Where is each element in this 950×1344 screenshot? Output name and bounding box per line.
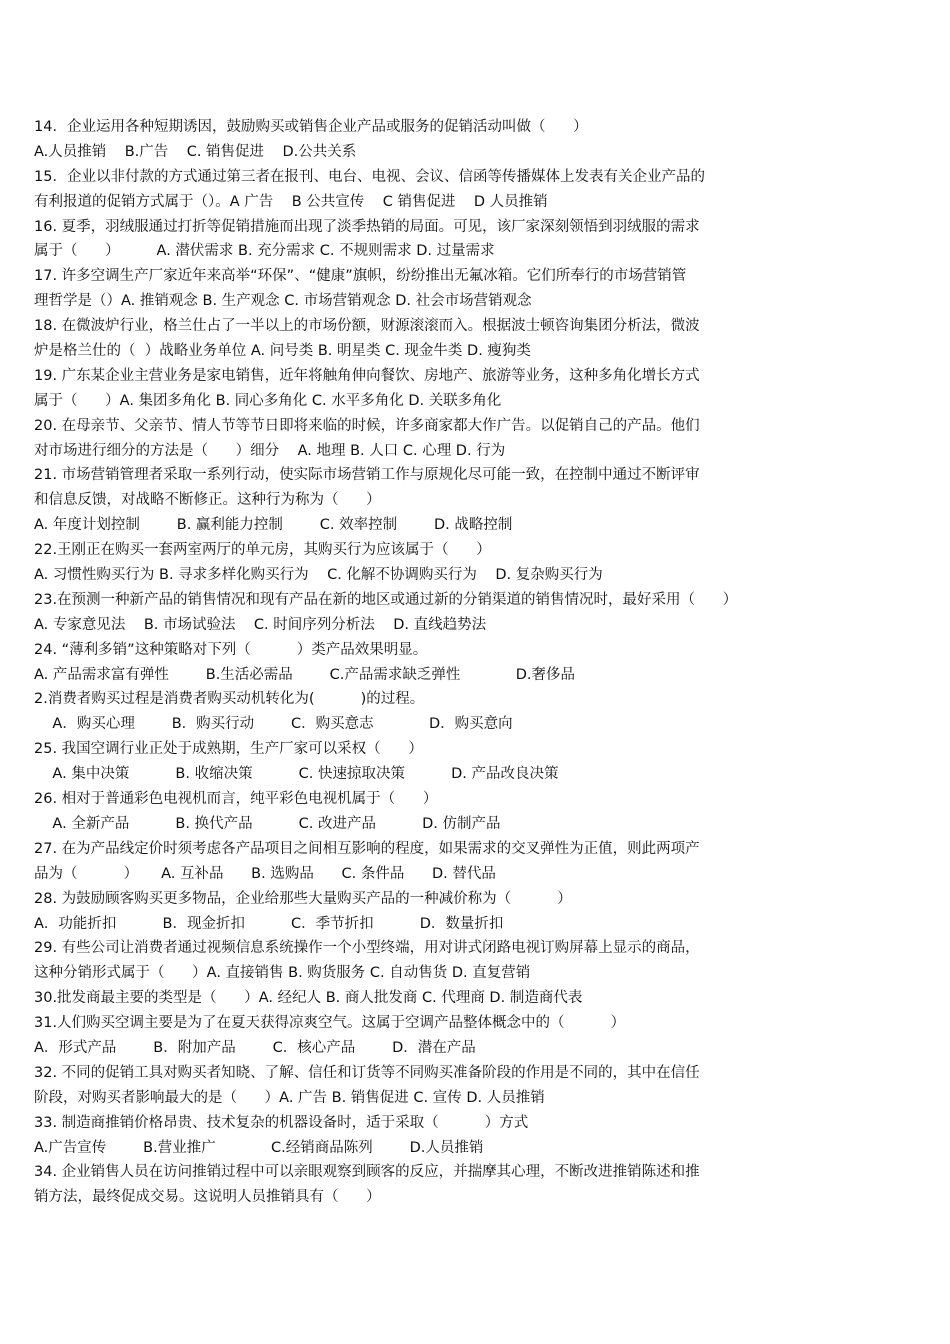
text-line: A．购买心理 B．购买行动 C．购买意志 D．购买意向 bbox=[34, 716, 513, 733]
text-line: A．功能折扣 B．现金折扣 C．季节折扣 D．数量折扣 bbox=[34, 915, 504, 932]
text-line: 29. 有些公司让消费者通过视频信息系统操作一个小型终端，用对讲式闭路电视订购屏幕上显示的商品， bbox=[34, 940, 700, 957]
text-line: 销方法，最终促成交易。这说明人员推销具有（ ） bbox=[34, 1189, 381, 1206]
text-line: 属于（ ） A. 潜伏需求 B. 充分需求 C. 不规则需求 D. 过量需求 bbox=[34, 243, 495, 260]
text-line: 25. 我国空调行业正处于成熟期，生产厂家可以采权（ ） bbox=[34, 741, 423, 758]
text-line: 20. 在母亲节、父亲节、情人节等节日即将来临的时候，许多商家都大作广告。以促销自己的产品。他们 bbox=[34, 417, 700, 434]
text-line: A. 专家意见法 B. 市场试验法 C. 时间序列分析法 D. 直线趋势法 bbox=[34, 616, 487, 633]
text-line: 阶段，对购买者影响最大的是（ ）A. 广告 B. 销售促进 C. 宣传 D. 人员推销 bbox=[34, 1089, 545, 1106]
text-line: 品为（ ） A. 互补品 B. 选购品 C. 条件品 D. 替代品 bbox=[34, 865, 496, 882]
text-line: A. 年度计划控制 B. 赢利能力控制 C. 效率控制 D. 战略控制 bbox=[34, 517, 513, 534]
text-line: 有利报道的促销方式属于（）。A 广告 B 公共宣传 C 销售促进 D 人员推销 bbox=[34, 193, 548, 210]
text-line: 24. “薄利多销”这种策略对下列（ ）类产品效果明显。 bbox=[34, 641, 428, 658]
text-line: 18. 在微波炉行业，格兰仕占了一半以上的市场份额，财源滚滚而入。根据波士顿咨询集团分析法，微波 bbox=[34, 318, 700, 335]
text-line: A. 集中决策 B. 收缩决策 C. 快速掠取决策 D. 产品改良决策 bbox=[34, 766, 559, 783]
text-line: 和信息反馈，对战略不断修正。这种行为称为（ ） bbox=[34, 492, 381, 509]
text-line: A.广告宣传 B.营业推广 C.经销商品陈列 D.人员推销 bbox=[34, 1139, 484, 1156]
text-line: 28. 为鼓励顾客购买更多物品，企业给那些大量购买产品的一种减价称为（ ） bbox=[34, 890, 572, 907]
text-line: 16. 夏季，羽绒服通过打折等促销措施而出现了淡季热销的局面。可见，该厂家深刻领悟到羽绒服的需求 bbox=[34, 218, 700, 235]
text-line: 31.人们购买空调主要是为了在夏天获得凉爽空气。这属于空调产品整体概念中的（ ） bbox=[34, 1015, 626, 1032]
text-line: A.人员推销 B.广告 C. 销售促进 D.公共关系 bbox=[34, 143, 357, 160]
text-line: 炉是格兰仕的（ ）战略业务单位 A. 问号类 B. 明星类 C. 现金牛类 D. 瘦狗类 bbox=[34, 343, 531, 360]
exam-text bbox=[34, 115, 824, 1210]
text-line: 33. 制造商推销价格昂贵、技术复杂的机器设备时，适于采取（ ）方式 bbox=[34, 1114, 529, 1131]
text-line: 26. 相对于普通彩色电视机而言，纯平彩色电视机属于（ ） bbox=[34, 791, 438, 808]
text-line: 15．企业以非付款的方式通过第三者在报刊、电台、电视、会议、信函等传播媒体上发表有关企业产品的 bbox=[34, 168, 705, 185]
text-line: 17. 许多空调生产厂家近年来高举“环保”、“健康”旗帜，纷纷推出无氟冰箱。它们所奉行的市场营销管 bbox=[34, 268, 687, 285]
text-line: 属于（ ）A. 集团多角化 B. 同心多角化 C. 水平多角化 D. 关联多角化 bbox=[34, 392, 502, 409]
text-line: 14．企业运用各种短期诱因，鼓励购买或销售企业产品或服务的促销活动叫做（ ） bbox=[34, 119, 588, 135]
text-line: 32. 不同的促销工具对购买者知晓、了解、信任和订货等不同购买准备阶段的作用是不同的，其中在信任 bbox=[34, 1064, 700, 1081]
text-line: A. 习惯性购买行为 B. 寻求多样化购买行为 C. 化解不协调购买行为 D. 复杂购买行为 bbox=[34, 567, 603, 584]
text-line: 34. 企业销售人员在访问推销过程中可以亲眼观察到顾客的反应，并揣摩其心理，不断改进推销陈述和推 bbox=[34, 1164, 700, 1181]
text-line: 22.王刚正在购买一套两室两厅的单元房，其购买行为应该属于（ ） bbox=[34, 542, 491, 559]
text-line: 27. 在为产品线定价时须考虑各产品项目之间相互影响的程度，如果需求的交叉弹性为正值，则此两项产 bbox=[34, 840, 700, 857]
text-line: 对市场进行细分的方法是（ ）细分 A. 地理 B. 人口 C. 心理 D. 行为 bbox=[34, 442, 506, 459]
text-line: A. 产品需求富有弹性 B.生活必需品 C.产品需求缺乏弹性 D.奢侈品 bbox=[34, 666, 576, 683]
text-line: 这种分销形式属于（ ）A. 直接销售 B. 购货服务 C. 自动售货 D. 直复营销 bbox=[34, 965, 531, 982]
text-line: 23.在预测一种新产品的销售情况和现有产品在新的地区或通过新的分销渠道的销售情况时，最好采用（ ） bbox=[34, 591, 738, 608]
text-line: 理哲学是（）A. 推销观念 B. 生产观念 C. 市场营销观念 D. 社会市场营销观念 bbox=[34, 293, 532, 310]
text-line: 2.消费者购买过程是消费者购买动机转化为( )的过程。 bbox=[34, 691, 425, 708]
text-line: A. 全新产品 B. 换代产品 C. 改进产品 D. 仿制产品 bbox=[34, 815, 501, 832]
text-line: A．形式产品 B．附加产品 C．核心产品 D．潜在产品 bbox=[34, 1039, 476, 1056]
text-line: 21. 市场营销管理者采取一系列行动，使实际市场营销工作与原规化尽可能一致，在控制中通过不断评审 bbox=[34, 467, 700, 484]
text-line: 30.批发商最主要的类型是（ ）A. 经纪人 B. 商人批发商 C. 代理商 D. 制造商代表 bbox=[34, 990, 583, 1007]
text-line: 19. 广东某企业主营业务是家电销售，近年将触角伸向餐饮、房地产、旅游等业务，这种多角化增长方式 bbox=[34, 367, 700, 384]
